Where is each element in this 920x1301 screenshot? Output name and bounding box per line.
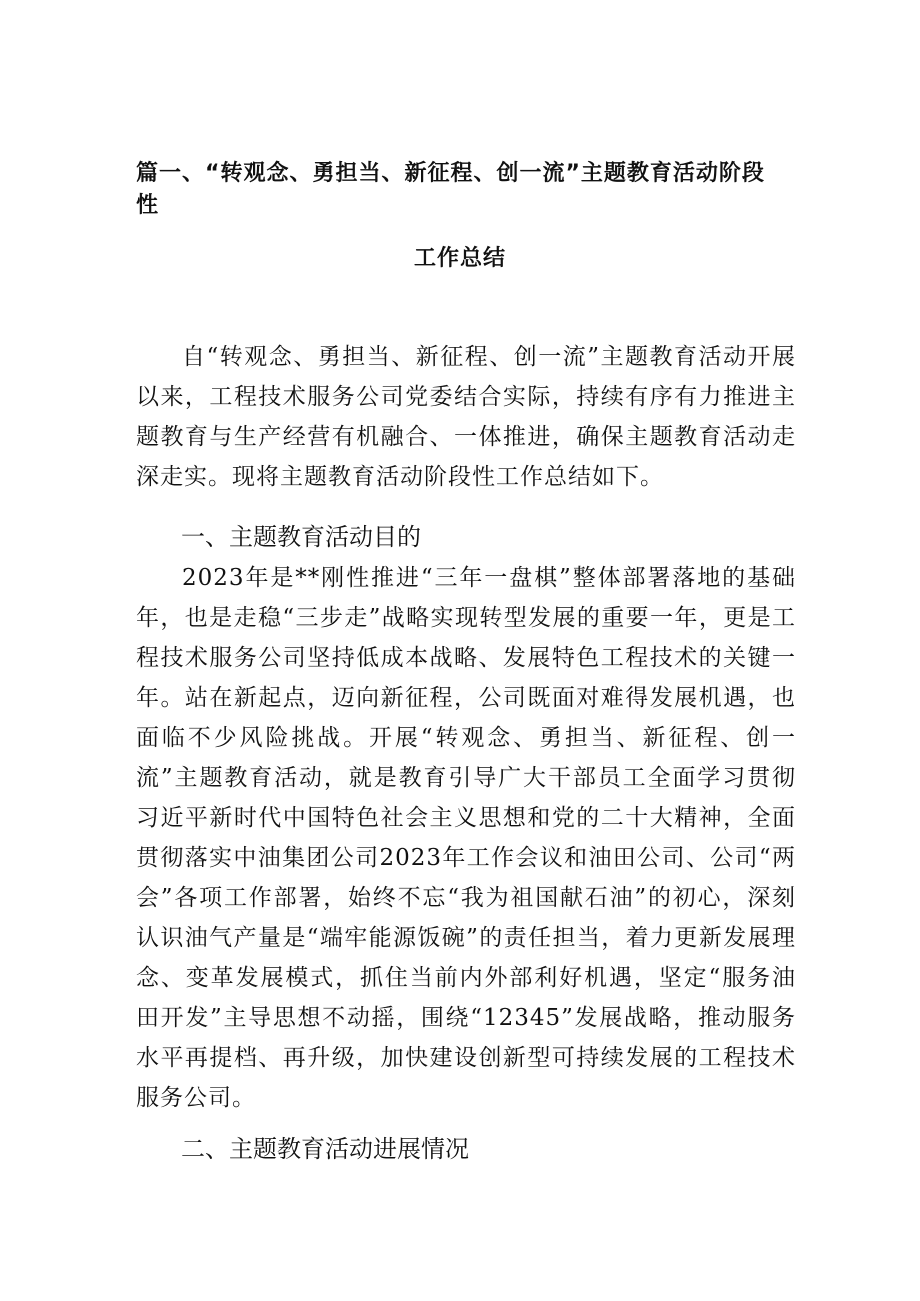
document-title-line-3: 工作总结 bbox=[413, 246, 506, 271]
document-title-line-1: 篇一、“转观念、勇担当、新征程、创一流”主题教育活动阶段 bbox=[136, 161, 765, 186]
section-2-heading: 二、主题教育活动进展情况 bbox=[181, 1135, 469, 1163]
section-1-heading: 一、主题教育活动目的 bbox=[181, 523, 421, 551]
section-1-paragraph: 2023年是**刚性推进“三年一盘棋”整体部署落地的基础年，也是走稳“三步走”战略实现转型发展的重要一年，更是工程技术服务公司坚持低成本战略、发展特色工程技术的关键一年。站在新起点，迈向新征程，公司既面对难得发展机遇，也面临不少风险挑战。开展“转观念、勇担当、新征程、创一流”主题教育活动，就是教育引导广大干部员工全面学习贯彻习近平新时代中国特色社会主义思想和党的二十大精神，全面贯彻落实中油集团公司2023年工作会议和油田公司、公司“两会”各项工作部署，始终不忘“我为祖国献石油”的初心，深刻认识油气产量是“端牢能源饭碗”的责任担当，着力更新发展理念、变革发展模式，抓住当前内外部利好机遇，坚定“服务油田开发”主导思想不动摇，围绕“12345”发展战略，推动服务水平再提档、再升级，加快建设创新型可持续发展的工程技术服务公司。 bbox=[136, 565, 796, 1111]
document-title-line-2: 性 bbox=[136, 193, 160, 218]
intro-paragraph: 自“转观念、勇担当、新征程、创一流”主题教育活动开展以来，工程技术服务公司党委结合实际，持续有序有力推进主题教育与生产经营有机融合、一体推进，确保主题教育活动走深走实。现将主题教育活动阶段性工作总结如下。 bbox=[136, 344, 796, 490]
